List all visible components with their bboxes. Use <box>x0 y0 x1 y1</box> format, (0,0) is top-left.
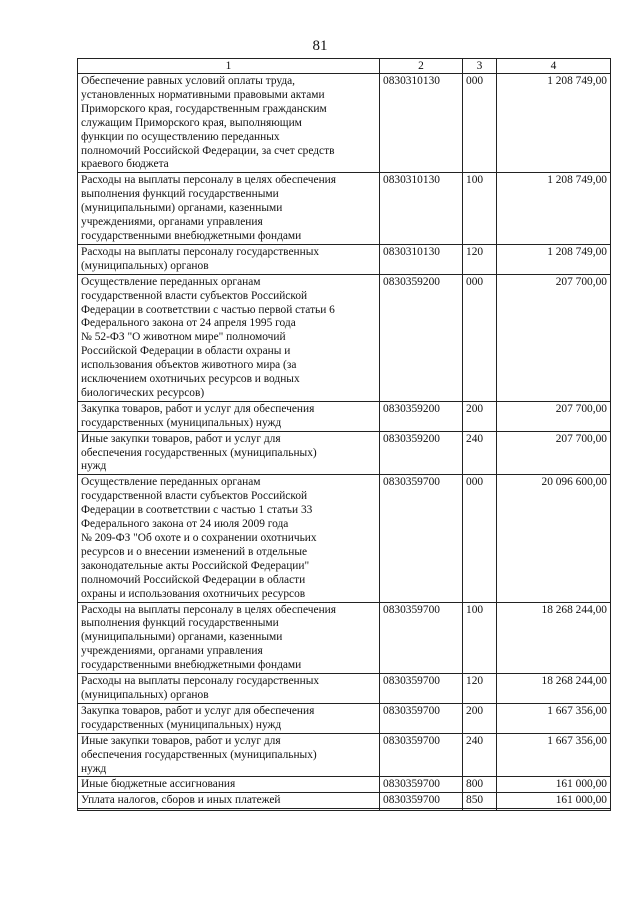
column-header-3: 3 <box>463 59 497 74</box>
row-expense-type: 000 <box>463 274 497 401</box>
row-description: Расходы на выплаты персоналу в целях обеспечения выполнения функций государственными (муниципальными) органами, казенными учреждениями, органами управления государственными внебюджетными фондами <box>78 173 380 245</box>
row-amount: 1 208 749,00 <box>497 244 611 274</box>
row-amount: 1 667 356,00 <box>497 733 611 777</box>
row-description: Обеспечение равных условий оплаты труда, установленных нормативными правовыми актами Приморского края, государственным гражданским служащим Приморского края, выполняющим функции по осуществлению переданных полномочий Российской Федерации, за счет средств краевого бюджета <box>78 74 380 173</box>
row-target-code <box>380 809 463 811</box>
row-expense-type: 800 <box>463 777 497 793</box>
table-row <box>78 274 611 401</box>
row-target-code: 0830359200 <box>380 431 463 475</box>
table-row <box>78 401 611 431</box>
row-expense-type: 200 <box>463 401 497 431</box>
row-description: Осуществление переданных органам государственной власти субъектов Российской Федерации в соответствии с частью первой статьи 6 Федерального закона от 24 апреля 1995 года № 52-ФЗ "О животном мире" полномочий Российской Федерации в области охраны и использования объектов животного мира (за исключением охотничьих ресурсов и водных биологических ресурсов) <box>78 274 380 401</box>
row-amount: 207 700,00 <box>497 401 611 431</box>
row-description: Уплата налогов, сборов и иных платежей <box>78 793 380 809</box>
row-expense-type: 240 <box>463 733 497 777</box>
row-description <box>78 809 380 811</box>
row-expense-type: 000 <box>463 475 497 602</box>
table-row <box>78 173 611 245</box>
row-description: Иные закупки товаров, работ и услуг для обеспечения государственных (муниципальных) нужд <box>78 431 380 475</box>
page-number: 81 <box>312 38 328 54</box>
row-amount: 18 268 244,00 <box>497 602 611 674</box>
row-target-code: 0830310130 <box>380 244 463 274</box>
row-target-code: 0830359700 <box>380 777 463 793</box>
row-description: Закупка товаров, работ и услуг для обеспечения государственных (муниципальных) нужд <box>78 703 380 733</box>
row-amount: 1 667 356,00 <box>497 703 611 733</box>
row-expense-type: 200 <box>463 703 497 733</box>
table-header-row <box>78 59 611 74</box>
row-amount <box>497 809 611 811</box>
row-amount: 1 208 749,00 <box>497 74 611 173</box>
row-target-code: 0830359700 <box>380 733 463 777</box>
row-expense-type: 100 <box>463 602 497 674</box>
row-target-code: 0830359700 <box>380 475 463 602</box>
row-expense-type: 000 <box>463 74 497 173</box>
table-row <box>78 733 611 777</box>
table-row <box>78 431 611 475</box>
row-description: Расходы на выплаты персоналу государственных (муниципальных) органов <box>78 244 380 274</box>
table-row <box>78 674 611 704</box>
row-description: Закупка товаров, работ и услуг для обеспечения государственных (муниципальных) нужд <box>78 401 380 431</box>
row-target-code: 0830310130 <box>380 173 463 245</box>
table-row <box>78 244 611 274</box>
row-amount: 207 700,00 <box>497 274 611 401</box>
row-target-code: 0830359700 <box>380 703 463 733</box>
row-target-code: 0830359700 <box>380 602 463 674</box>
row-description: Расходы на выплаты персоналу в целях обеспечения выполнения функций государственными (муниципальными) органами, казенными учреждениями, органами управления государственными внебюджетными фондами <box>78 602 380 674</box>
column-header-2: 2 <box>380 59 463 74</box>
row-expense-type: 100 <box>463 173 497 245</box>
row-expense-type: 120 <box>463 674 497 704</box>
row-amount: 207 700,00 <box>497 431 611 475</box>
table-row <box>78 793 611 809</box>
row-target-code: 0830359700 <box>380 793 463 809</box>
row-expense-type: 850 <box>463 793 497 809</box>
row-amount: 161 000,00 <box>497 777 611 793</box>
table-body <box>78 74 611 811</box>
row-amount: 18 268 244,00 <box>497 674 611 704</box>
table-row <box>78 475 611 602</box>
column-header-1: 1 <box>78 59 380 74</box>
row-target-code: 0830359700 <box>380 674 463 704</box>
row-target-code: 0830359200 <box>380 274 463 401</box>
table-row <box>78 809 611 811</box>
table-row <box>78 777 611 793</box>
row-amount: 161 000,00 <box>497 793 611 809</box>
row-expense-type: 240 <box>463 431 497 475</box>
budget-table <box>77 58 611 811</box>
row-target-code: 0830359200 <box>380 401 463 431</box>
row-target-code: 0830310130 <box>380 74 463 173</box>
row-description: Расходы на выплаты персоналу государственных (муниципальных) органов <box>78 674 380 704</box>
row-expense-type: 120 <box>463 244 497 274</box>
row-amount: 20 096 600,00 <box>497 475 611 602</box>
table-row <box>78 703 611 733</box>
row-amount: 1 208 749,00 <box>497 173 611 245</box>
table-row <box>78 74 611 173</box>
row-description: Иные бюджетные ассигнования <box>78 777 380 793</box>
row-description: Осуществление переданных органам государственной власти субъектов Российской Федерации в соответствии с частью 1 статьи 33 Федерального закона от 24 июля 2009 года № 209-ФЗ "Об охоте и о сохранении охотничьих ресурсов и о внесении изменений в отдельные законодательные акты Российской Федерации" полномочий Российской Федерации в области охраны и использования охотничьих ресурсов <box>78 475 380 602</box>
table-row <box>78 602 611 674</box>
row-description: Иные закупки товаров, работ и услуг для обеспечения государственных (муниципальных) нужд <box>78 733 380 777</box>
row-expense-type <box>463 809 497 811</box>
column-header-4: 4 <box>497 59 611 74</box>
